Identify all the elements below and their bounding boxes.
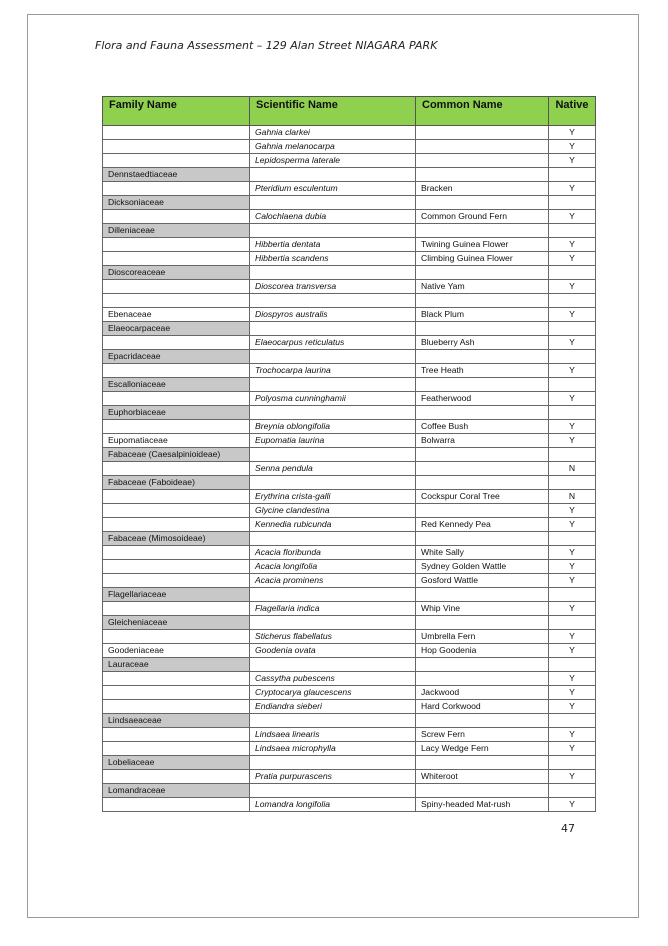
native-cell	[549, 784, 596, 798]
common-name-cell	[416, 784, 549, 798]
scientific-name-cell: Lindsaea linearis	[250, 728, 416, 742]
column-header-scientific: Scientific Name	[250, 97, 416, 126]
common-name-cell: Whiteroot	[416, 770, 549, 784]
common-name-cell	[416, 616, 549, 630]
scientific-name-cell: Lindsaea microphylla	[250, 742, 416, 756]
native-cell: N	[549, 462, 596, 476]
family-name-cell	[103, 602, 250, 616]
native-cell	[549, 616, 596, 630]
family-name-cell: Gleicheniaceae	[103, 616, 250, 630]
scientific-name-cell	[250, 784, 416, 798]
common-name-cell: Gosford Wattle	[416, 574, 549, 588]
table-row	[103, 126, 596, 140]
common-name-cell: Bolwarra	[416, 434, 549, 448]
family-name-cell	[103, 504, 250, 518]
family-name-cell	[103, 700, 250, 714]
common-name-cell: Whip Vine	[416, 602, 549, 616]
common-name-cell: Cockspur Coral Tree	[416, 490, 549, 504]
native-cell: Y	[549, 140, 596, 154]
table-row	[103, 266, 596, 280]
native-cell: Y	[549, 630, 596, 644]
table-row	[103, 392, 596, 406]
common-name-cell: White Sally	[416, 546, 549, 560]
scientific-name-cell: Glycine clandestina	[250, 504, 416, 518]
native-cell: Y	[549, 364, 596, 378]
family-name-cell	[103, 280, 250, 294]
table-row	[103, 420, 596, 434]
native-cell: Y	[549, 210, 596, 224]
native-cell	[549, 714, 596, 728]
native-cell	[549, 322, 596, 336]
scientific-name-cell: Elaeocarpus reticulatus	[250, 336, 416, 350]
common-name-cell: Hard Corkwood	[416, 700, 549, 714]
family-name-cell	[103, 364, 250, 378]
common-name-cell: Tree Heath	[416, 364, 549, 378]
table-header-row	[103, 97, 596, 126]
common-name-cell: Umbrella Fern	[416, 630, 549, 644]
family-name-cell: Dicksoniaceae	[103, 196, 250, 210]
family-name-cell	[103, 252, 250, 266]
native-cell: Y	[549, 518, 596, 532]
family-name-cell	[103, 560, 250, 574]
common-name-cell: Spiny-headed Mat-rush	[416, 798, 549, 812]
table-row	[103, 532, 596, 546]
common-name-cell: Jackwood	[416, 686, 549, 700]
scientific-name-cell	[250, 476, 416, 490]
scientific-name-cell: Cryptocarya glaucescens	[250, 686, 416, 700]
family-name-cell: Fabaceae (Mimosoideae)	[103, 532, 250, 546]
scientific-name-cell	[250, 294, 416, 308]
scientific-name-cell: Hibbertia dentata	[250, 238, 416, 252]
table-row	[103, 140, 596, 154]
scientific-name-cell: Endiandra sieberi	[250, 700, 416, 714]
native-cell: Y	[549, 700, 596, 714]
table-row	[103, 406, 596, 420]
scientific-name-cell: Kennedia rubicunda	[250, 518, 416, 532]
table-row	[103, 378, 596, 392]
scientific-name-cell: Gahnia clarkei	[250, 126, 416, 140]
column-header-native: Native	[549, 97, 596, 126]
page-header-title: Flora and Fauna Assessment – 129 Alan Street NIAGARA PARK	[95, 39, 438, 52]
common-name-cell	[416, 224, 549, 238]
scientific-name-cell: Breynia oblongifolia	[250, 420, 416, 434]
family-name-cell	[103, 126, 250, 140]
scientific-name-cell	[250, 322, 416, 336]
family-name-cell	[103, 490, 250, 504]
native-cell: Y	[549, 434, 596, 448]
family-name-cell	[103, 672, 250, 686]
scientific-name-cell	[250, 406, 416, 420]
family-name-cell	[103, 294, 250, 308]
family-name-cell: Flagellariaceae	[103, 588, 250, 602]
family-name-cell	[103, 630, 250, 644]
scientific-name-cell: Gahnia melanocarpa	[250, 140, 416, 154]
common-name-cell	[416, 532, 549, 546]
scientific-name-cell: Cassytha pubescens	[250, 672, 416, 686]
family-name-cell: Dioscoreaceae	[103, 266, 250, 280]
common-name-cell	[416, 672, 549, 686]
common-name-cell	[416, 448, 549, 462]
family-name-cell: Lindsaeaceae	[103, 714, 250, 728]
common-name-cell: Featherwood	[416, 392, 549, 406]
family-name-cell	[103, 798, 250, 812]
common-name-cell	[416, 504, 549, 518]
native-cell	[549, 168, 596, 182]
native-cell	[549, 448, 596, 462]
scientific-name-cell: Pteridium esculentum	[250, 182, 416, 196]
native-cell: Y	[549, 798, 596, 812]
common-name-cell	[416, 154, 549, 168]
native-cell: Y	[549, 546, 596, 560]
scientific-name-cell	[250, 266, 416, 280]
scientific-name-cell: Lomandra longifolia	[250, 798, 416, 812]
native-cell: Y	[549, 728, 596, 742]
native-cell	[549, 294, 596, 308]
common-name-cell	[416, 406, 549, 420]
native-cell: Y	[549, 560, 596, 574]
common-name-cell	[416, 476, 549, 490]
common-name-cell: Screw Fern	[416, 728, 549, 742]
family-name-cell	[103, 238, 250, 252]
scientific-name-cell: Sticherus flabellatus	[250, 630, 416, 644]
common-name-cell: Lacy Wedge Fern	[416, 742, 549, 756]
native-cell: N	[549, 490, 596, 504]
scientific-name-cell: Acacia floribunda	[250, 546, 416, 560]
table-row	[103, 798, 596, 812]
native-cell	[549, 378, 596, 392]
native-cell	[549, 406, 596, 420]
table-row	[103, 294, 596, 308]
family-name-cell	[103, 518, 250, 532]
common-name-cell: Blueberry Ash	[416, 336, 549, 350]
table-row	[103, 672, 596, 686]
family-name-cell	[103, 182, 250, 196]
common-name-cell: Twining Guinea Flower	[416, 238, 549, 252]
scientific-name-cell: Acacia prominens	[250, 574, 416, 588]
table-row	[103, 616, 596, 630]
family-name-cell: Ebenaceae	[103, 308, 250, 322]
family-name-cell: Lomandraceae	[103, 784, 250, 798]
common-name-cell	[416, 658, 549, 672]
table-row	[103, 336, 596, 350]
native-cell: Y	[549, 420, 596, 434]
native-cell: Y	[549, 238, 596, 252]
common-name-cell: Climbing Guinea Flower	[416, 252, 549, 266]
family-name-cell	[103, 574, 250, 588]
native-cell: Y	[549, 308, 596, 322]
table-row	[103, 518, 596, 532]
table-row	[103, 280, 596, 294]
page-number: 47	[561, 822, 575, 835]
common-name-cell: Sydney Golden Wattle	[416, 560, 549, 574]
common-name-cell: Native Yam	[416, 280, 549, 294]
table-row	[103, 770, 596, 784]
family-name-cell: Fabaceae (Caesalpinioideae)	[103, 448, 250, 462]
scientific-name-cell	[250, 658, 416, 672]
scientific-name-cell: Acacia longifolia	[250, 560, 416, 574]
native-cell	[549, 756, 596, 770]
table-row	[103, 728, 596, 742]
native-cell: Y	[549, 336, 596, 350]
scientific-name-cell	[250, 378, 416, 392]
native-cell: Y	[549, 392, 596, 406]
native-cell	[549, 350, 596, 364]
scientific-name-cell	[250, 196, 416, 210]
table-row	[103, 434, 596, 448]
native-cell: Y	[549, 770, 596, 784]
scientific-name-cell: Goodenia ovata	[250, 644, 416, 658]
scientific-name-cell	[250, 616, 416, 630]
table-row	[103, 322, 596, 336]
table-row	[103, 350, 596, 364]
family-name-cell: Eupomatiaceae	[103, 434, 250, 448]
native-cell	[549, 476, 596, 490]
native-cell: Y	[549, 602, 596, 616]
scientific-name-cell	[250, 168, 416, 182]
family-name-cell	[103, 546, 250, 560]
table-row	[103, 700, 596, 714]
common-name-cell	[416, 378, 549, 392]
native-cell	[549, 224, 596, 238]
scientific-name-cell: Polyosma cunninghamii	[250, 392, 416, 406]
scientific-name-cell: Diospyros australis	[250, 308, 416, 322]
family-name-cell	[103, 770, 250, 784]
table-row	[103, 504, 596, 518]
family-name-cell	[103, 728, 250, 742]
table-row	[103, 644, 596, 658]
table-row	[103, 210, 596, 224]
family-name-cell	[103, 140, 250, 154]
scientific-name-cell	[250, 756, 416, 770]
common-name-cell	[416, 266, 549, 280]
common-name-cell: Common Ground Fern	[416, 210, 549, 224]
table-row	[103, 602, 596, 616]
common-name-cell	[416, 294, 549, 308]
native-cell: Y	[549, 742, 596, 756]
common-name-cell	[416, 756, 549, 770]
scientific-name-cell: Dioscorea transversa	[250, 280, 416, 294]
native-cell	[549, 196, 596, 210]
table-row	[103, 476, 596, 490]
table-row	[103, 308, 596, 322]
common-name-cell	[416, 462, 549, 476]
scientific-name-cell: Senna pendula	[250, 462, 416, 476]
table-row	[103, 546, 596, 560]
family-name-cell: Euphorbiaceae	[103, 406, 250, 420]
family-name-cell	[103, 210, 250, 224]
native-cell: Y	[549, 504, 596, 518]
common-name-cell	[416, 588, 549, 602]
table-row	[103, 686, 596, 700]
family-name-cell: Lobeliaceae	[103, 756, 250, 770]
common-name-cell	[416, 714, 549, 728]
native-cell	[549, 658, 596, 672]
table-row	[103, 714, 596, 728]
table-body	[103, 126, 596, 812]
family-name-cell: Elaeocarpaceae	[103, 322, 250, 336]
native-cell: Y	[549, 126, 596, 140]
scientific-name-cell: Lepidosperma laterale	[250, 154, 416, 168]
family-name-cell: Epacridaceae	[103, 350, 250, 364]
scientific-name-cell	[250, 588, 416, 602]
common-name-cell: Red Kennedy Pea	[416, 518, 549, 532]
table-row	[103, 574, 596, 588]
table-row	[103, 630, 596, 644]
scientific-name-cell	[250, 448, 416, 462]
family-name-cell	[103, 392, 250, 406]
table-row	[103, 224, 596, 238]
table-row	[103, 168, 596, 182]
native-cell: Y	[549, 154, 596, 168]
scientific-name-cell: Eupomatia laurina	[250, 434, 416, 448]
table-row	[103, 658, 596, 672]
family-name-cell: Dennstaedtiaceae	[103, 168, 250, 182]
table-row	[103, 196, 596, 210]
native-cell: Y	[549, 574, 596, 588]
table-row	[103, 588, 596, 602]
family-name-cell: Fabaceae (Faboideae)	[103, 476, 250, 490]
native-cell: Y	[549, 672, 596, 686]
family-name-cell	[103, 336, 250, 350]
family-name-cell	[103, 154, 250, 168]
native-cell	[549, 588, 596, 602]
common-name-cell: Black Plum	[416, 308, 549, 322]
native-cell	[549, 266, 596, 280]
family-name-cell: Escalloniaceae	[103, 378, 250, 392]
table-row	[103, 462, 596, 476]
native-cell: Y	[549, 182, 596, 196]
common-name-cell	[416, 126, 549, 140]
scientific-name-cell: Calochlaena dubia	[250, 210, 416, 224]
common-name-cell	[416, 322, 549, 336]
scientific-name-cell: Hibbertia scandens	[250, 252, 416, 266]
family-name-cell	[103, 686, 250, 700]
scientific-name-cell	[250, 532, 416, 546]
table-row	[103, 756, 596, 770]
table-row	[103, 448, 596, 462]
table-row	[103, 784, 596, 798]
table-row	[103, 742, 596, 756]
scientific-name-cell	[250, 714, 416, 728]
column-header-family: Family Name	[103, 97, 250, 126]
common-name-cell	[416, 350, 549, 364]
family-name-cell: Goodeniaceae	[103, 644, 250, 658]
scientific-name-cell	[250, 350, 416, 364]
family-name-cell	[103, 462, 250, 476]
scientific-name-cell	[250, 224, 416, 238]
common-name-cell: Hop Goodenia	[416, 644, 549, 658]
table-row	[103, 364, 596, 378]
family-name-cell	[103, 742, 250, 756]
common-name-cell	[416, 196, 549, 210]
scientific-name-cell: Erythrina crista-galli	[250, 490, 416, 504]
table-row	[103, 490, 596, 504]
native-cell: Y	[549, 644, 596, 658]
scientific-name-cell: Trochocarpa laurina	[250, 364, 416, 378]
scientific-name-cell: Flagellaria indica	[250, 602, 416, 616]
family-name-cell: Lauraceae	[103, 658, 250, 672]
table-row	[103, 238, 596, 252]
family-name-cell	[103, 420, 250, 434]
common-name-cell	[416, 168, 549, 182]
table-row	[103, 252, 596, 266]
common-name-cell: Coffee Bush	[416, 420, 549, 434]
column-header-common: Common Name	[416, 97, 549, 126]
family-name-cell: Dilleniaceae	[103, 224, 250, 238]
flora-species-table	[102, 96, 596, 812]
common-name-cell	[416, 140, 549, 154]
table-row	[103, 182, 596, 196]
native-cell: Y	[549, 686, 596, 700]
native-cell: Y	[549, 252, 596, 266]
table-row	[103, 560, 596, 574]
scientific-name-cell: Pratia purpurascens	[250, 770, 416, 784]
native-cell	[549, 532, 596, 546]
native-cell: Y	[549, 280, 596, 294]
common-name-cell: Bracken	[416, 182, 549, 196]
table-row	[103, 154, 596, 168]
